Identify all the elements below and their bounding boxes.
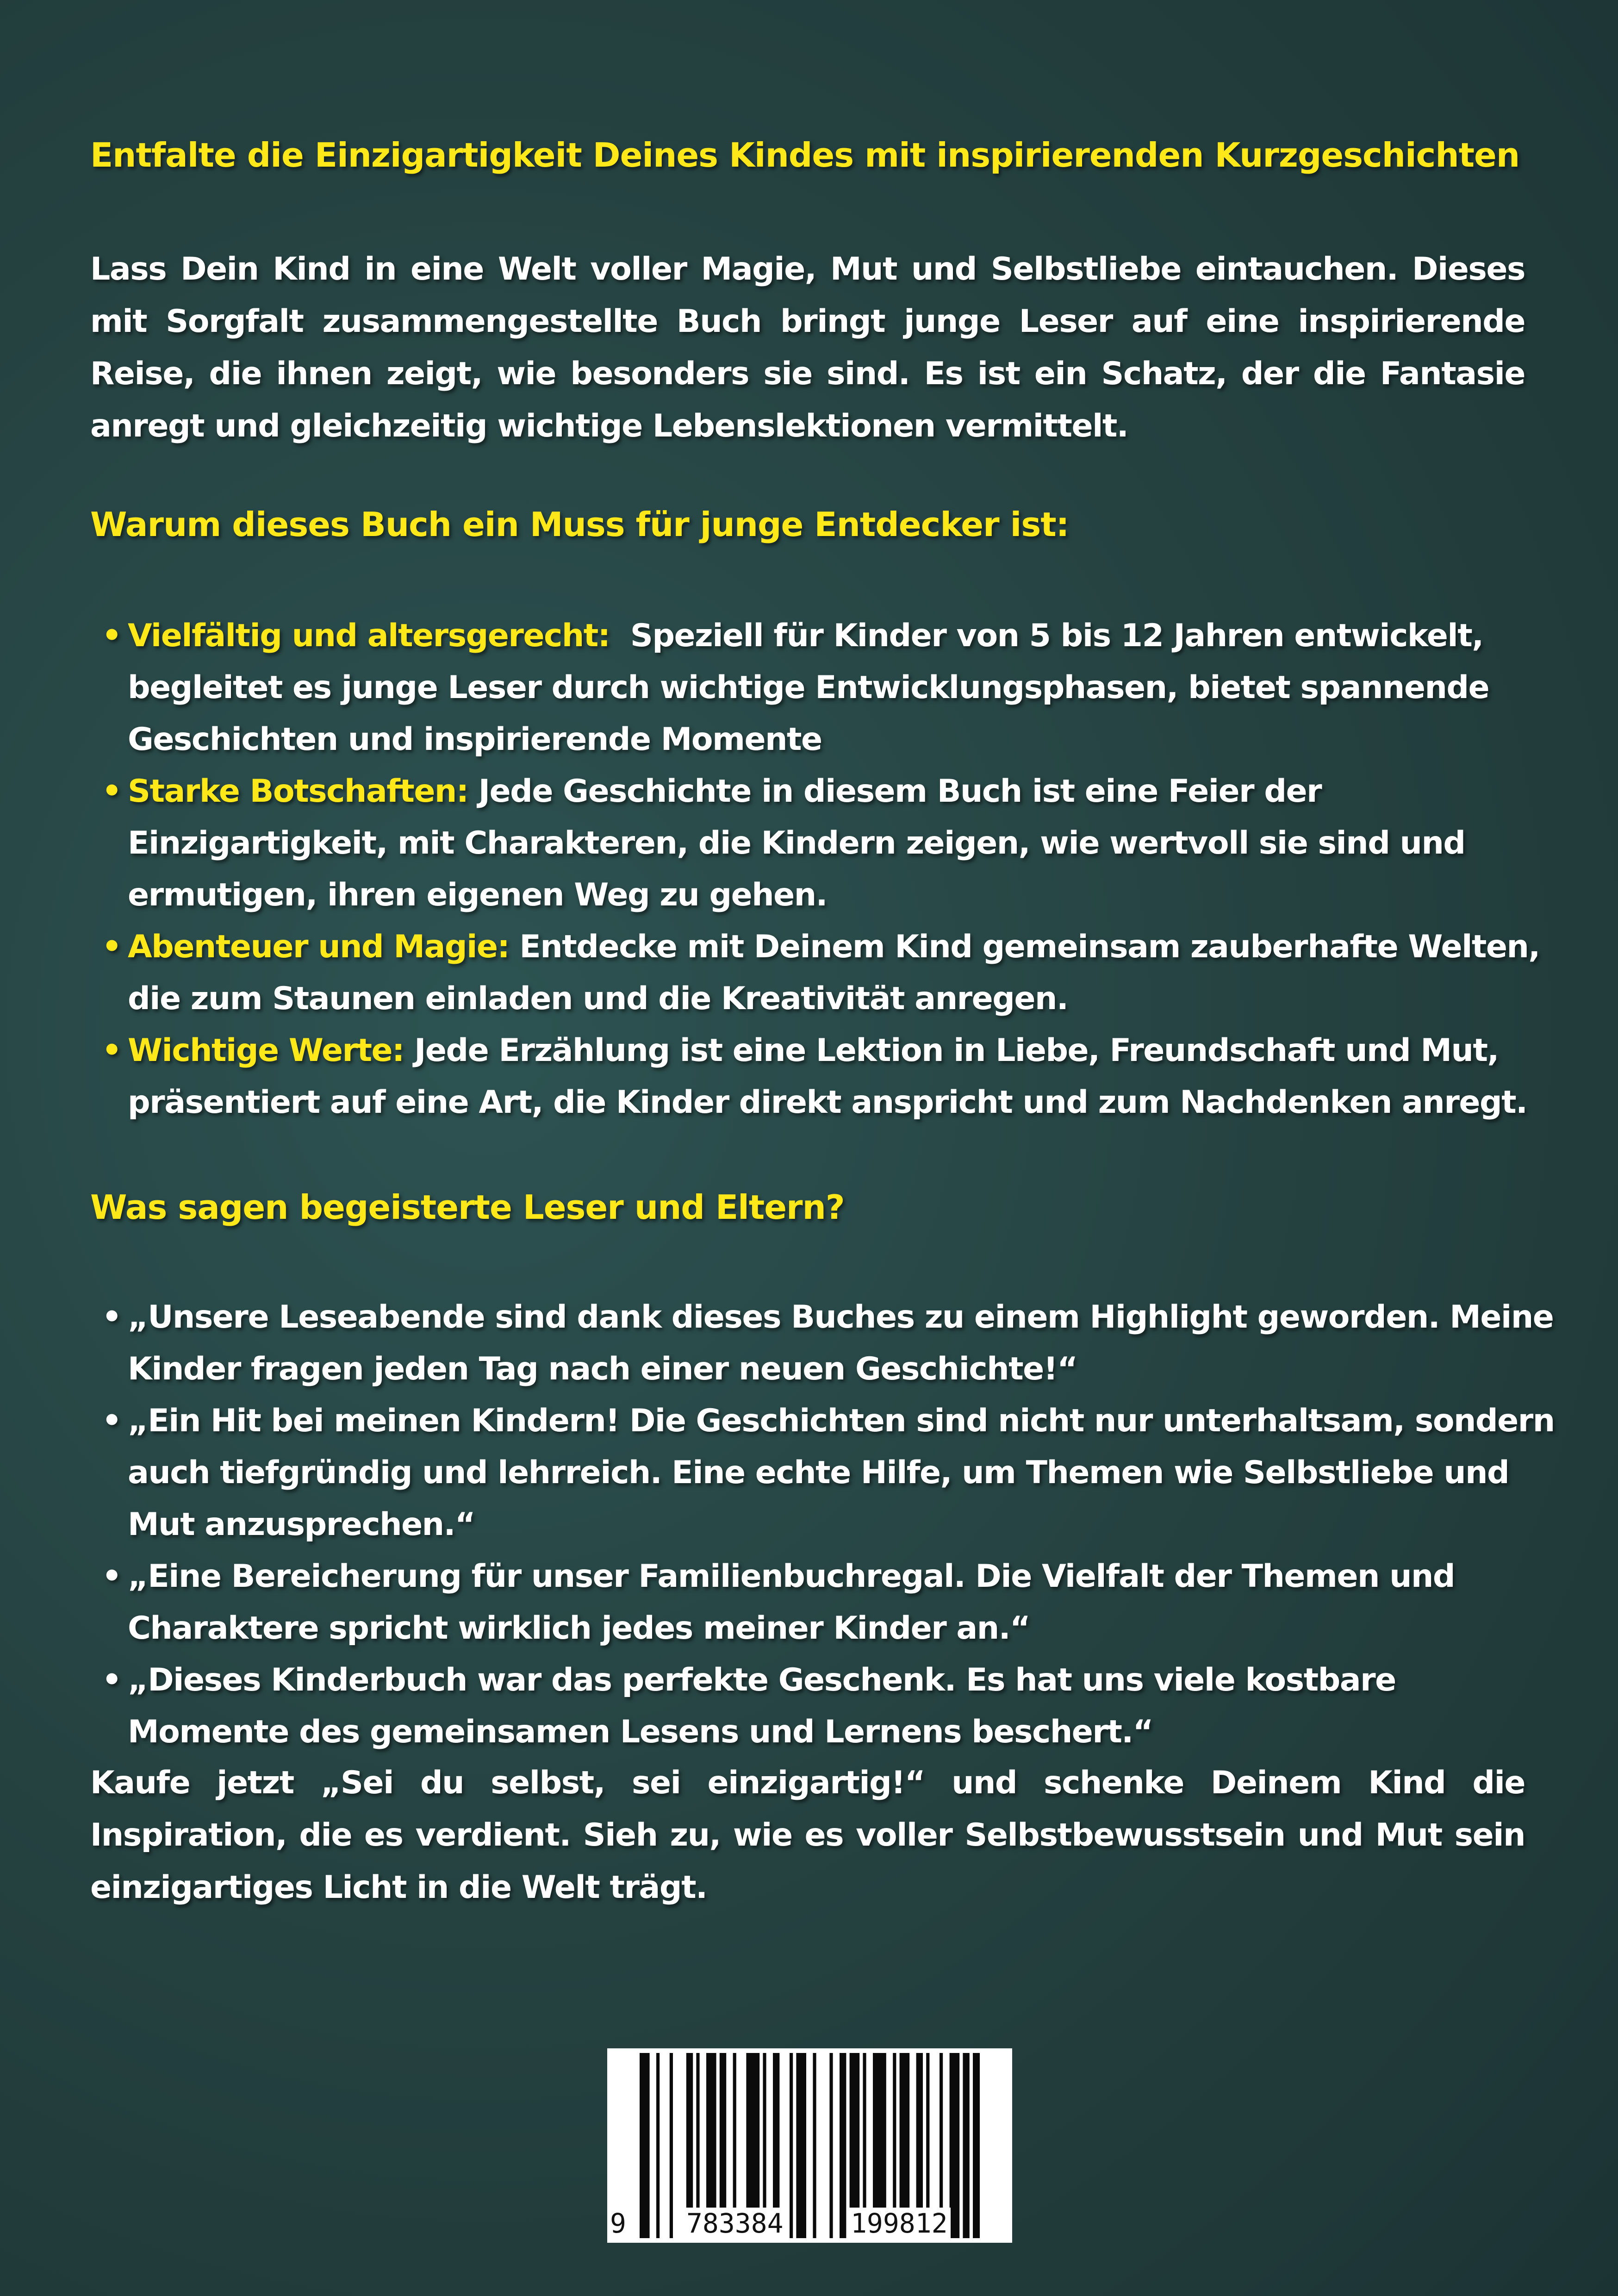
isbn-barcode — [607, 2048, 1012, 2243]
feature-text: Entdecke mit Deinem Kind gemeinsam zauberhafte Welten, die zum Staunen einladen und die Kreativität anregen. — [128, 929, 1540, 1017]
feature-label: Vielfältig und altersgerecht: — [128, 618, 610, 654]
intro-paragraph: Lass Dein Kind in eine Welt voller Magie, Mut und Selbstliebe eintauchen. Dieses mit Sorgfalt zusammengestellte Buch bringt junge Leser auf eine inspirierende Reise, die ihnen zeigt, wie besonders sie sind. Es ist ein Schatz, der die Fantasie anregt und gleichzeitig wichtige Lebenslektionen vermittelt. — [90, 251, 1525, 444]
feature-item — [102, 766, 1560, 921]
barcode-group-right: 199812 — [848, 2208, 951, 2239]
section-heading-reviews: Was sagen begeisterte Leser und Eltern? — [90, 1188, 845, 1227]
feature-item — [102, 921, 1560, 1025]
bullet-icon: • — [102, 618, 121, 654]
bullet-icon: • — [102, 1299, 121, 1335]
bullet-icon: • — [102, 929, 121, 965]
feature-label: Starke Botschaften: — [128, 773, 468, 810]
feature-text: Speziell für Kinder von 5 bis 12 Jahren entwickelt, begleitet es junge Leser durch wichtige Entwicklungsphasen, bietet spannende Geschichten und inspirierende Momente — [128, 618, 1489, 758]
bullet-icon: • — [102, 1403, 121, 1439]
testimonial-text: „Unsere Leseabende sind dank dieses Buches zu einem Highlight geworden. Meine Kinder fragen jeden Tag nach einer neuen Geschichte!“ — [128, 1299, 1554, 1387]
barcode-digits — [607, 2205, 1012, 2243]
testimonial-text: „Ein Hit bei meinen Kindern! Die Geschichten sind nicht nur unterhaltsam, sondern auch tiefgründig und lehrreich. Eine echte Hilfe, um Themen wie Selbstliebe und Mut anzusprechen.“ — [128, 1403, 1555, 1543]
testimonial-list — [102, 1292, 1560, 1758]
barcode-group-left: 783384 — [684, 2208, 786, 2239]
feature-text: Jede Geschichte in diesem Buch ist eine Feier der Einzigartigkeit, mit Charakteren, die Kindern zeigen, wie wertvoll sie sind und ermutigen, ihren eigenen Weg zu gehen. — [128, 773, 1465, 913]
feature-item — [102, 610, 1560, 766]
headline: Entfalte die Einzigartigkeit Deines Kindes mit inspirierenden Kurzgeschichten — [90, 136, 1520, 175]
bullet-icon: • — [102, 773, 121, 810]
testimonial-text: „Dieses Kinderbuch war das perfekte Geschenk. Es hat uns viele kostbare Momente des gemeinsamen Lesens und Lernens beschert.“ — [128, 1662, 1396, 1750]
barcode-digit-first: 9 — [607, 2208, 629, 2239]
feature-label: Abenteuer und Magie: — [128, 929, 510, 965]
bullet-icon: • — [102, 1558, 121, 1595]
testimonial-item — [102, 1292, 1560, 1395]
testimonial-item — [102, 1395, 1560, 1551]
testimonial-item — [102, 1654, 1560, 1758]
testimonial-text: „Eine Bereicherung für unser Familienbuchregal. Die Vielfalt der Themen und Charaktere spricht wirklich jedes meiner Kinder an.“ — [128, 1558, 1455, 1647]
testimonial-item — [102, 1551, 1560, 1654]
bullet-icon: • — [102, 1032, 121, 1069]
bullet-icon: • — [102, 1662, 121, 1698]
feature-label: Wichtige Werte: — [128, 1032, 404, 1069]
closing-paragraph: Kaufe jetzt „Sei du selbst, sei einzigartig!“ und schenke Deinem Kind die Inspiration, die es verdient. Sieh zu, wie es voller Selbstbewusstsein und Mut sein einzigartiges Licht in die Welt trägt. — [90, 1765, 1525, 1906]
feature-item — [102, 1025, 1560, 1129]
feature-text: Jede Erzählung ist eine Lektion in Liebe, Freundschaft und Mut, präsentiert auf eine Art, die Kinder direkt anspricht und zum Nachdenken anregt. — [128, 1032, 1527, 1121]
feature-list — [102, 610, 1560, 1129]
section-heading-why: Warum dieses Buch ein Muss für junge Entdecker ist: — [90, 505, 1069, 544]
